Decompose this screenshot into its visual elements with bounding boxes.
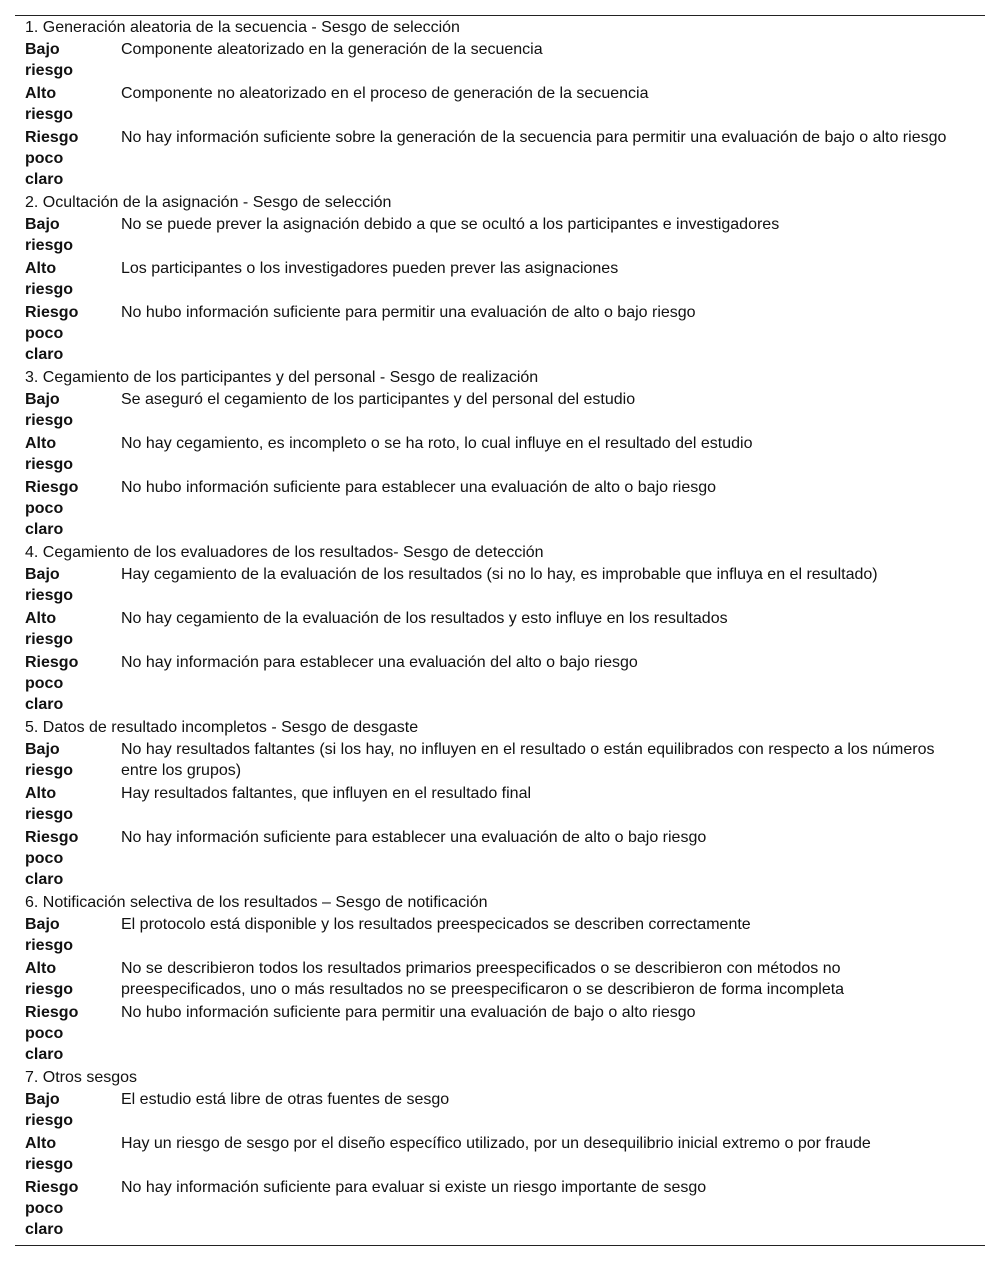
risk-description: No hay información suficiente para evaluar si existe un riesgo importante de sesgo (121, 1179, 707, 1196)
risk-description: No hubo información suficiente para establecer una evaluación de alto o bajo riesgo (121, 479, 717, 496)
risk-row-unclear (15, 477, 985, 540)
risk-description: Los participantes o los investigadores pueden prever las asignaciones (121, 260, 619, 277)
risk-of-bias-table (15, 15, 985, 1246)
risk-label: Riesgo poco claro (25, 654, 79, 713)
section-title: 7. Otros sesgos (25, 1069, 138, 1086)
bias-section (15, 1067, 985, 1240)
risk-label: Alto riesgo (25, 960, 74, 998)
risk-label: Bajo riesgo (25, 566, 74, 604)
section-title: 2. Ocultación de la asignación - Sesgo de selección (25, 194, 392, 211)
risk-label: Alto riesgo (25, 435, 74, 473)
bias-section (15, 192, 985, 365)
risk-description: No hay información suficiente sobre la generación de la secuencia para permitir una evaluación de bajo o alto riesgo (121, 129, 947, 146)
risk-label: Bajo riesgo (25, 391, 74, 429)
risk-description: No se describieron todos los resultados primarios preespecificados o se describieron con métodos no preespecificados, uno o más resultados no se preespecificaron o se describieron de forma incompleta (121, 960, 845, 998)
risk-row-unclear (15, 127, 985, 190)
risk-row-low (15, 389, 985, 431)
risk-description: No hay información suficiente para establecer una evaluación de alto o bajo riesgo (121, 829, 707, 846)
risk-label: Alto riesgo (25, 785, 74, 823)
section-title: 3. Cegamiento de los participantes y del personal - Sesgo de realización (25, 369, 539, 386)
risk-description: Componente aleatorizado en la generación de la secuencia (121, 41, 543, 58)
risk-row-unclear (15, 652, 985, 715)
section-title: 5. Datos de resultado incompletos - Sesgo de desgaste (25, 719, 419, 736)
section-title: 6. Notificación selectiva de los resultados – Sesgo de notificación (25, 894, 488, 911)
risk-label: Bajo riesgo (25, 41, 74, 79)
bias-section (15, 542, 985, 715)
risk-row-low (15, 739, 985, 781)
risk-label: Riesgo poco claro (25, 129, 79, 188)
section-title: 1. Generación aleatoria de la secuencia - Sesgo de selección (25, 19, 460, 36)
risk-description: El estudio está libre de otras fuentes de sesgo (121, 1091, 450, 1108)
risk-description: Se aseguró el cegamiento de los participantes y del personal del estudio (121, 391, 636, 408)
risk-description: No hay cegamiento, es incompleto o se ha roto, lo cual influye en el resultado del estudio (121, 435, 753, 452)
risk-description: No hubo información suficiente para permitir una evaluación de alto o bajo riesgo (121, 304, 696, 321)
risk-label: Riesgo poco claro (25, 829, 79, 888)
risk-description: No se puede prever la asignación debido a que se ocultó a los participantes e investigadores (121, 216, 780, 233)
risk-row-low (15, 1089, 985, 1131)
risk-label: Riesgo poco claro (25, 479, 79, 538)
bias-section (15, 367, 985, 540)
risk-row-high (15, 958, 985, 1000)
risk-description: Componente no aleatorizado en el proceso de generación de la secuencia (121, 85, 649, 102)
risk-row-low (15, 39, 985, 81)
bias-section (15, 17, 985, 190)
risk-label: Bajo riesgo (25, 216, 74, 254)
risk-description: Hay un riesgo de sesgo por el diseño específico utilizado, por un desequilibrio inicial extremo o por fraude (121, 1135, 871, 1152)
risk-row-unclear (15, 827, 985, 890)
risk-description: Hay resultados faltantes, que influyen en el resultado final (121, 785, 532, 802)
risk-row-high (15, 83, 985, 125)
risk-description: No hay información para establecer una evaluación del alto o bajo riesgo (121, 654, 638, 671)
risk-label: Alto riesgo (25, 610, 74, 648)
risk-label: Alto riesgo (25, 85, 74, 123)
risk-label: Riesgo poco claro (25, 304, 79, 363)
risk-description: El protocolo está disponible y los resultados preespecicados se describen correctamente (121, 916, 751, 933)
risk-label: Alto riesgo (25, 1135, 74, 1173)
risk-label: Bajo riesgo (25, 916, 74, 954)
risk-row-unclear (15, 1002, 985, 1065)
risk-row-high (15, 433, 985, 475)
risk-description: No hay resultados faltantes (si los hay, no influyen en el resultado o están equilibrados con respecto a los números entre los grupos) (121, 741, 935, 779)
risk-label: Riesgo poco claro (25, 1004, 79, 1063)
risk-description: No hay cegamiento de la evaluación de los resultados y esto influye en los resultados (121, 610, 728, 627)
risk-row-high (15, 783, 985, 825)
bias-section (15, 892, 985, 1065)
risk-description: No hubo información suficiente para permitir una evaluación de bajo o alto riesgo (121, 1004, 696, 1021)
risk-label: Bajo riesgo (25, 1091, 74, 1129)
risk-row-low (15, 914, 985, 956)
section-title: 4. Cegamiento de los evaluadores de los resultados- Sesgo de detección (25, 544, 544, 561)
risk-row-unclear (15, 1177, 985, 1240)
risk-row-unclear (15, 302, 985, 365)
risk-row-high (15, 1133, 985, 1175)
risk-row-low (15, 564, 985, 606)
risk-description: Hay cegamiento de la evaluación de los resultados (si no lo hay, es improbable que influya en el resultado) (121, 566, 878, 583)
risk-label: Bajo riesgo (25, 741, 74, 779)
risk-row-low (15, 214, 985, 256)
risk-row-high (15, 608, 985, 650)
risk-label: Alto riesgo (25, 260, 74, 298)
risk-row-high (15, 258, 985, 300)
bias-section (15, 717, 985, 890)
risk-label: Riesgo poco claro (25, 1179, 79, 1238)
